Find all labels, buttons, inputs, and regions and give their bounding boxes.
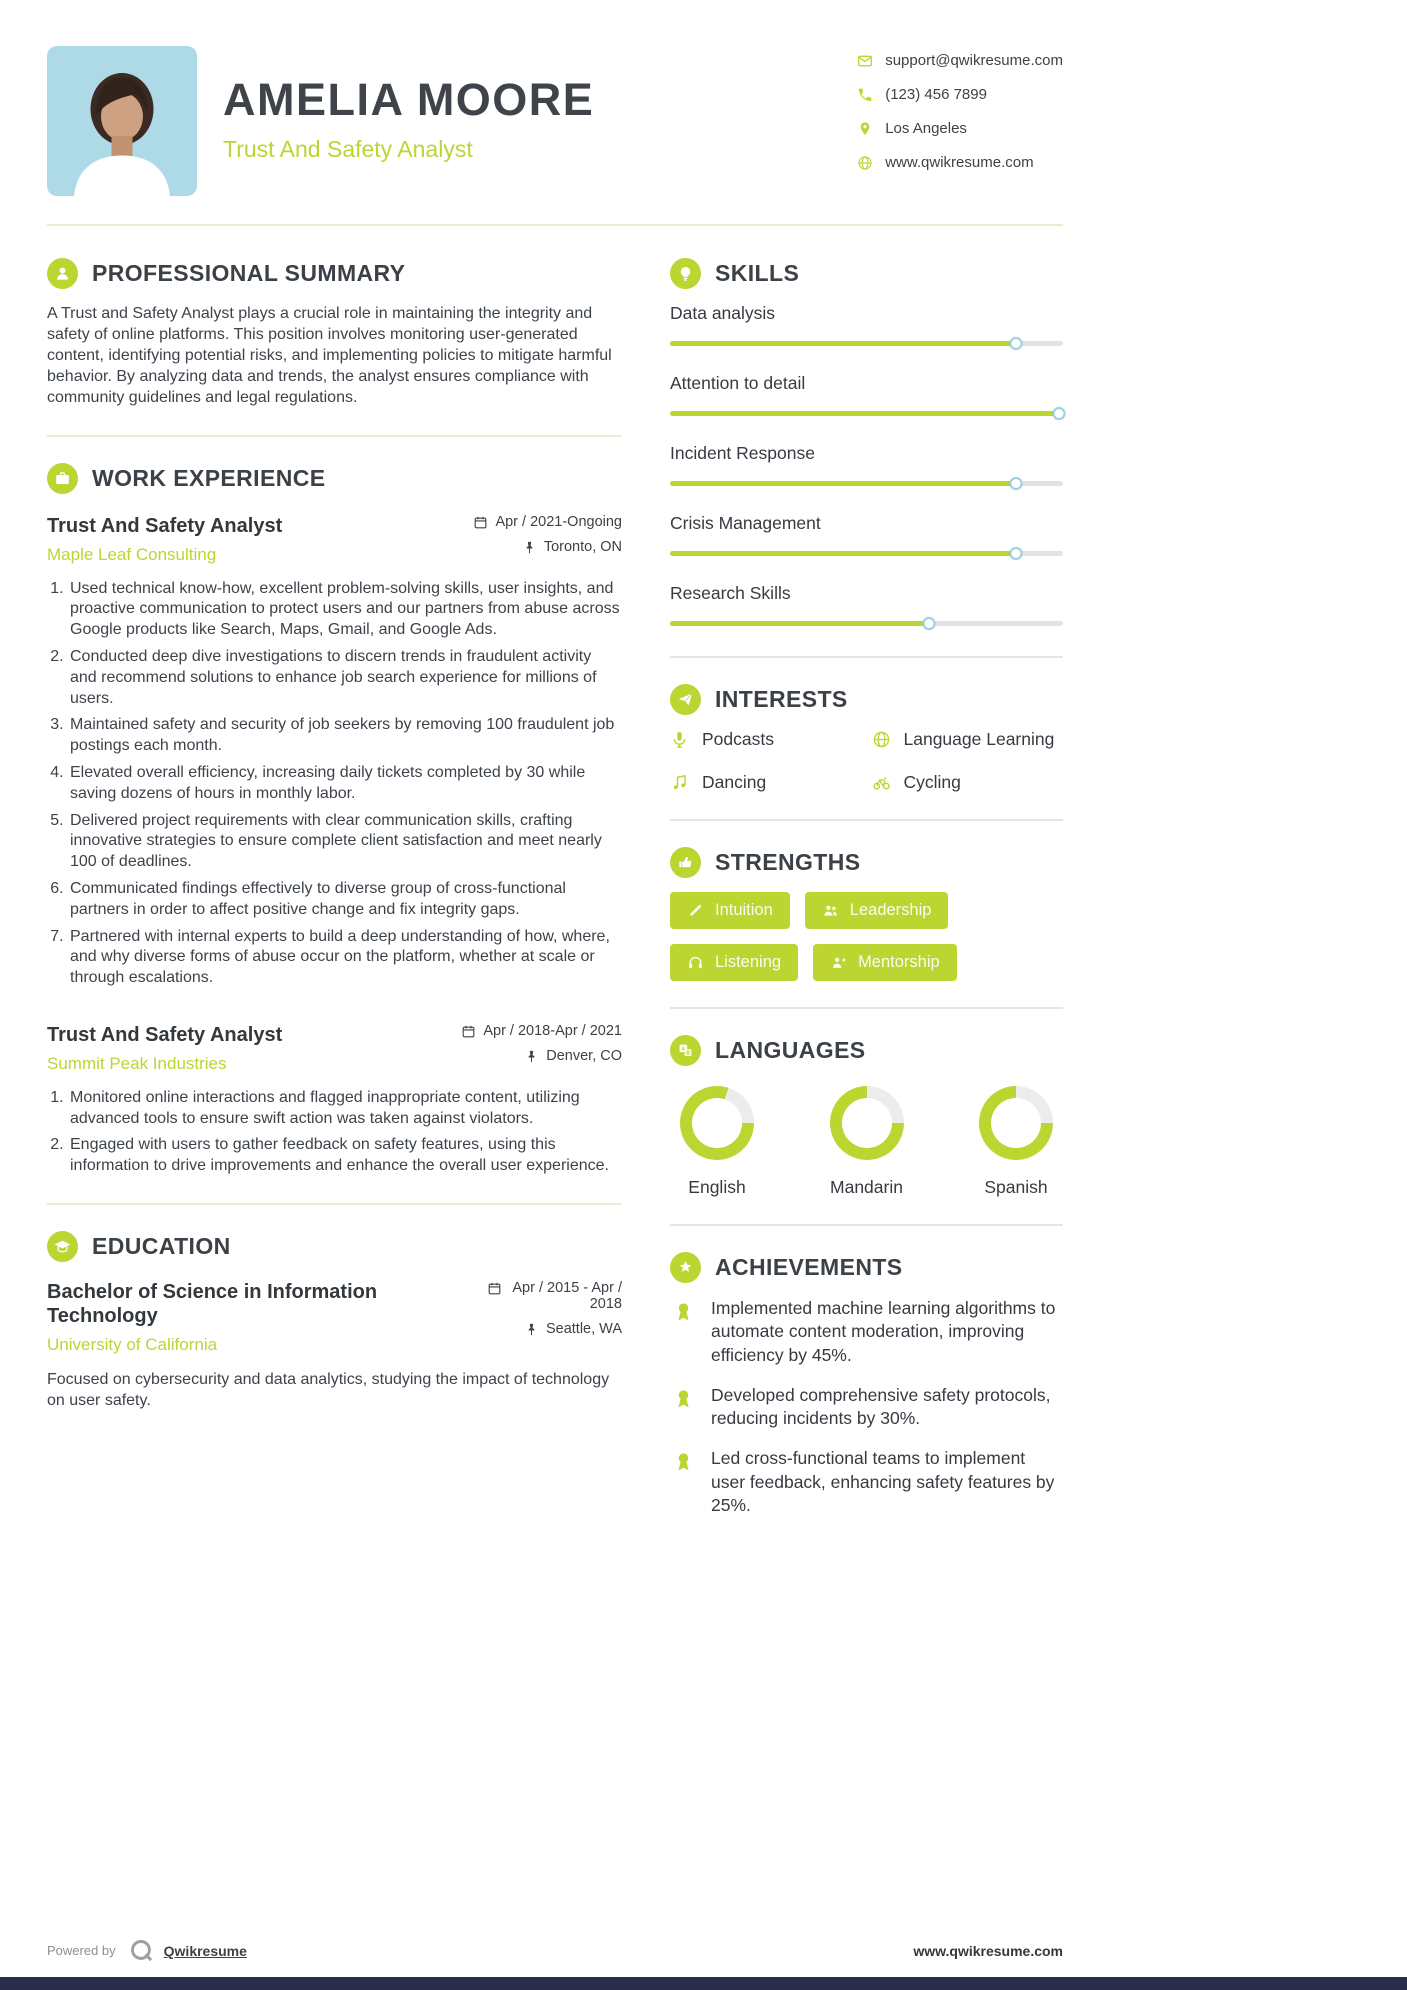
footer-website-link[interactable]: www.qwikresume.com: [913, 1942, 1063, 1959]
section-divider: [670, 656, 1063, 658]
slider-handle: [923, 617, 936, 630]
interests-heading: INTERESTS: [715, 686, 848, 712]
job-bullet: 6. Communicated findings effectively to diverse group of cross-functional partners in order to affect positive change and fix integrity gaps.: [68, 879, 622, 921]
section-education: [47, 1231, 622, 1411]
language-item: [830, 1086, 904, 1198]
graduation-cap-icon: [47, 1231, 78, 1262]
job-bullet: 4. Elevated overall efficiency, increasing daily tickets completed by 30 while saving dozens of hours in monthly labor.: [68, 763, 622, 805]
pushpin-icon: [522, 540, 537, 555]
contact-list: [857, 46, 1063, 188]
strength-tag: [805, 892, 949, 929]
contact-website-text[interactable]: www.qwikresume.com: [885, 154, 1034, 171]
skill-slider: [670, 336, 1063, 350]
slider-fill: [670, 551, 1016, 556]
job-location: Toronto, ON: [543, 538, 622, 555]
email-icon: [857, 53, 873, 69]
user-plus-icon: [830, 954, 847, 971]
skill-name: Incident Response: [670, 443, 815, 463]
interest-item: [670, 772, 862, 793]
lightbulb-icon: [670, 258, 701, 289]
language-donut: [979, 1086, 1053, 1160]
interest-label: Dancing: [702, 772, 767, 792]
award-icon: [670, 1298, 697, 1325]
languages-heading: LANGUAGES: [715, 1037, 866, 1063]
microphone-icon: [670, 730, 689, 749]
contact-website: [857, 154, 1063, 171]
name-block: [223, 46, 594, 163]
achievement-text: Developed comprehensive safety protocols, reducing incidents by 30%.: [711, 1384, 1051, 1429]
section-achievements: [670, 1252, 1063, 1517]
qwikresume-logo-icon: [128, 1937, 155, 1964]
slider-fill: [670, 481, 1016, 486]
section-work-experience: [47, 463, 622, 1178]
header-divider: [47, 224, 1063, 226]
strengths-heading: STRENGTHS: [715, 849, 861, 875]
section-divider: [670, 1007, 1063, 1009]
achievement-item: [670, 1447, 1063, 1517]
slider-handle: [1009, 547, 1022, 560]
job-bullet: 3. Maintained safety and security of job seekers by removing 100 fraudulent job postings each month.: [68, 715, 622, 757]
achievements-heading: ACHIEVEMENTS: [715, 1254, 903, 1280]
location-icon: [857, 121, 873, 137]
skill-slider: [670, 476, 1063, 490]
skill-slider: [670, 616, 1063, 630]
person-job-title: Trust And Safety Analyst: [223, 136, 473, 162]
section-skills: [670, 258, 1063, 630]
section-languages: [670, 1035, 1063, 1198]
achievement-text: Implemented machine learning algorithms to automate content moderation, improving efficiency by 45%.: [711, 1298, 1056, 1365]
school-name: University of California: [47, 1335, 218, 1355]
pushpin-icon: [524, 1049, 539, 1064]
section-divider: [47, 435, 622, 437]
job-bullet-list: [47, 1088, 622, 1177]
interest-label: Language Learning: [903, 729, 1055, 749]
award-icon: [670, 1385, 697, 1412]
bottom-accent-bar: [0, 1977, 1407, 1990]
job-bullet-list: [47, 579, 622, 989]
svg-text:A: A: [681, 1046, 686, 1053]
language-name: English: [688, 1177, 746, 1197]
contact-phone-text: (123) 456 7899: [885, 86, 987, 103]
briefcase-icon: [47, 463, 78, 494]
job-entry: [47, 514, 622, 989]
section-interests: [670, 684, 1063, 793]
achievement-item: [670, 1384, 1063, 1431]
slider-handle: [1053, 407, 1066, 420]
strength-tag: [813, 944, 957, 981]
strength-label: Intuition: [715, 901, 773, 919]
award-icon: [670, 1448, 697, 1475]
calendar-icon: [461, 1024, 476, 1039]
education-description: Focused on cybersecurity and data analytics, studying the impact of technology on user safety.: [47, 1371, 610, 1410]
summary-text: A Trust and Safety Analyst plays a crucial role in maintaining the integrity and safety of online platforms. This position involves monitoring user-generated content, identifying potential risks, and implementing policies to mitigate harmful behavior. By analyzing data and trends, the analyst ensures compliance with community guidelines and legal regulations.: [47, 305, 612, 407]
skill-name: Attention to detail: [670, 373, 806, 393]
person-name: AMELIA MOORE: [223, 74, 595, 125]
job-bullet: 7. Partnered with internal experts to build a deep understanding of how, where, and why diverse forms of abuse occur on the platform, whether at scale or through escalations.: [68, 927, 622, 989]
job-location: Denver, CO: [546, 1047, 622, 1064]
pen-icon: [687, 902, 704, 919]
job-dates: Apr / 2018-Apr / 2021: [483, 1022, 622, 1039]
interest-item: [872, 729, 1064, 750]
job-title-block: [47, 514, 282, 565]
contact-location: [857, 120, 1063, 137]
education-heading: EDUCATION: [92, 1233, 231, 1260]
slider-handle: [1009, 337, 1022, 350]
language-donut: [680, 1086, 754, 1160]
interest-item: [872, 772, 1064, 793]
right-column: [670, 258, 1063, 1534]
skills-heading: SKILLS: [715, 260, 800, 286]
section-strengths: [670, 847, 1063, 981]
interest-label: Cycling: [903, 772, 961, 792]
job-bullet: 1. Monitored online interactions and flagged inappropriate content, utilizing advanced tools to ensure swift action was taken against violators.: [68, 1088, 622, 1130]
language-item: [979, 1086, 1053, 1198]
degree-block: [47, 1280, 417, 1355]
job-bullet: 1. Used technical know-how, excellent problem-solving skills, user insights, and proactive communication to protect users and our partners from abuse across Google products like Search, Maps, Gmail, and Google Ads.: [68, 579, 622, 641]
education-meta: [487, 1280, 622, 1355]
job-bullet: 2. Conducted deep dive investigations to discern trends in fraudulent activity and recommend solutions to enhance job search experience for millions of users.: [68, 647, 622, 709]
language-name: Mandarin: [830, 1177, 903, 1197]
slider-handle: [1009, 477, 1022, 490]
skill-item: [670, 303, 1063, 350]
profile-photo: [47, 46, 197, 196]
education-dates: Apr / 2015 - Apr / 2018: [512, 1280, 622, 1313]
skill-name: Research Skills: [670, 583, 791, 603]
strength-label: Listening: [715, 953, 782, 971]
interest-label: Podcasts: [702, 729, 774, 749]
qwikresume-link[interactable]: Qwikresume: [163, 1942, 247, 1959]
header: [47, 0, 1063, 196]
headphones-icon: [687, 954, 704, 971]
globe-icon: [857, 155, 873, 171]
strength-tag: [670, 944, 798, 981]
section-divider: [47, 1203, 622, 1205]
slider-fill: [670, 341, 1016, 346]
skill-item: [670, 443, 1063, 490]
language-name: Spanish: [984, 1177, 1048, 1197]
job-company: Summit Peak Industries: [47, 1053, 227, 1073]
achievement-text: Led cross-functional teams to implement user feedback, enhancing safety features by 25%.: [711, 1448, 1055, 1515]
job-title-block: [47, 1023, 282, 1074]
users-icon: [822, 902, 839, 919]
job-bullet: 2. Engaged with users to gather feedback on safety features, using this information to drive improvements and enhance the overall user experience.: [68, 1135, 622, 1177]
job-title: Trust And Safety Analyst: [47, 514, 283, 537]
skill-slider: [670, 546, 1063, 560]
education-location: Seattle, WA: [545, 1321, 622, 1338]
strength-label: Leadership: [849, 901, 932, 919]
skill-item: [670, 513, 1063, 560]
contact-email-text[interactable]: support@qwikresume.com: [885, 52, 1063, 69]
slider-fill: [670, 411, 1059, 416]
language-item: [680, 1086, 754, 1198]
strength-label: Mentorship: [858, 953, 940, 971]
skill-item: [670, 373, 1063, 420]
job-meta: [461, 1023, 622, 1074]
powered-by-label: Powered by: [47, 1943, 116, 1958]
phone-icon: [857, 87, 873, 103]
section-divider: [670, 819, 1063, 821]
medal-icon: [670, 1252, 701, 1283]
language-donut: [830, 1086, 904, 1160]
footer: [47, 1937, 1063, 1964]
left-column: [47, 258, 622, 1534]
section-divider: [670, 1224, 1063, 1226]
contact-phone: [857, 86, 1063, 103]
section-professional-summary: [47, 258, 622, 409]
job-dates: Apr / 2021-Ongoing: [495, 513, 622, 530]
contact-email: [857, 52, 1063, 69]
skill-name: Data analysis: [670, 303, 776, 323]
calendar-icon: [473, 515, 488, 530]
globe-icon: [872, 730, 891, 749]
music-note-icon: [670, 773, 689, 792]
skill-item: [670, 583, 1063, 630]
job-meta: [473, 514, 622, 565]
strength-tag: [670, 892, 790, 929]
degree-title: Bachelor of Science in Information Technology: [47, 1281, 378, 1328]
achievement-item: [670, 1297, 1063, 1367]
job-title: Trust And Safety Analyst: [47, 1023, 283, 1046]
translate-icon: [670, 1035, 701, 1066]
interest-item: [670, 729, 862, 750]
skill-name: Crisis Management: [670, 513, 821, 533]
bicycle-icon: [872, 773, 891, 792]
job-bullet: 5. Delivered project requirements with clear communication skills, crafting innovative strategies to ensure complete client satisfaction and meet nearly 100 of deadlines.: [68, 811, 622, 873]
calendar-icon: [487, 1281, 502, 1296]
svg-text:B: B: [686, 1050, 690, 1057]
skill-slider: [670, 406, 1063, 420]
paper-plane-icon: [670, 684, 701, 715]
summary-heading: PROFESSIONAL SUMMARY: [92, 260, 406, 286]
pushpin-icon: [524, 1322, 539, 1337]
experience-heading: WORK EXPERIENCE: [92, 464, 326, 491]
person-icon: [47, 258, 78, 289]
hand-icon: [670, 847, 701, 878]
contact-location-text: Los Angeles: [885, 120, 967, 137]
slider-fill: [670, 621, 929, 626]
job-entry: [47, 1023, 622, 1177]
job-company: Maple Leaf Consulting: [47, 544, 217, 564]
